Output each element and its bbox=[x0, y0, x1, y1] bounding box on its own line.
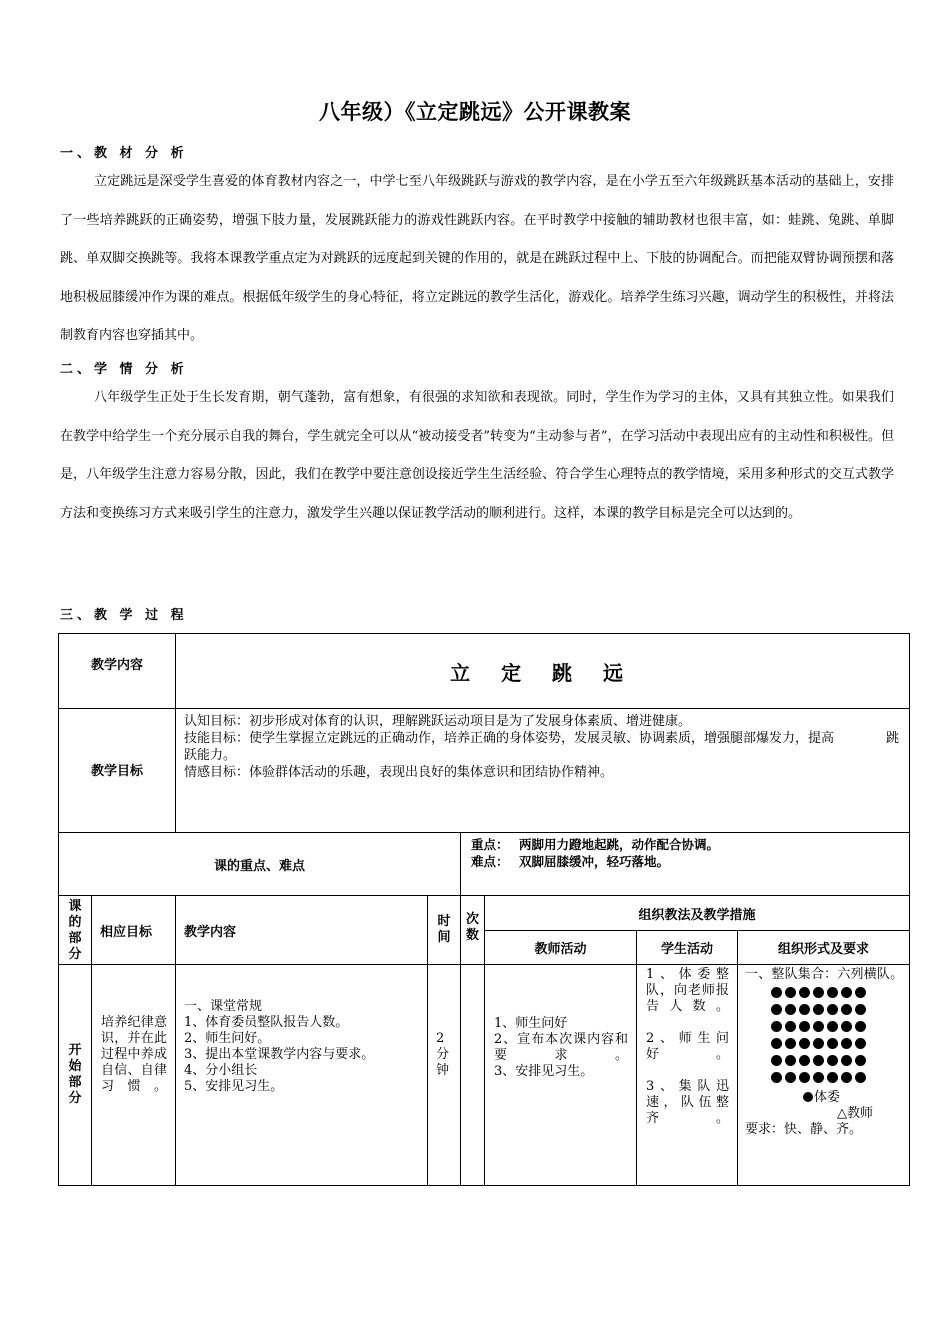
start-formation: 一、整队集合：六列横队。 体委 △教师 要求：快、静、齐。 bbox=[738, 965, 910, 1186]
section-heading-process: 三、教 学 过 程 bbox=[60, 608, 188, 623]
student-dot-icon bbox=[841, 1055, 852, 1066]
leader-dot-icon bbox=[803, 1092, 813, 1102]
formation-row bbox=[771, 1072, 903, 1089]
start-time: 2分钟 bbox=[428, 965, 461, 1186]
formation-row bbox=[771, 1021, 903, 1038]
teacher-activity-header: 教师活动 bbox=[485, 931, 637, 965]
count-header: 次数 bbox=[461, 896, 485, 965]
student-dot-icon bbox=[813, 1072, 824, 1083]
student-dot-icon bbox=[813, 1004, 824, 1015]
student-dot-icon bbox=[827, 1004, 838, 1015]
org-header: 组织教法及教学措施 bbox=[485, 896, 910, 931]
difficulty-label: 难点： bbox=[471, 854, 509, 869]
student-dot-icon bbox=[827, 1055, 838, 1066]
student-dot-icon bbox=[785, 1072, 796, 1083]
cognitive-goal: 认知目标：初步形成对体育的认识，理解跳跃运动项目是为了发展身体素质、增进健康。 bbox=[184, 714, 692, 729]
affective-goal: 情感目标：体验群体活动的乐趣，表现出良好的集体意识和团结协作精神。 bbox=[184, 765, 614, 780]
student-dot-icon bbox=[771, 1021, 782, 1032]
section-heading-material: 一、教 材 分 析 bbox=[60, 146, 188, 161]
goals-label: 教学目标 bbox=[59, 709, 176, 833]
time-header: 时间 bbox=[428, 896, 461, 965]
keypoints-cell bbox=[461, 833, 910, 896]
lesson-plan-table bbox=[58, 633, 910, 1186]
formation-requirement: 要求：快、静、齐。 bbox=[745, 1122, 863, 1137]
student-dot-icon bbox=[841, 1072, 852, 1083]
formation-row bbox=[771, 1038, 903, 1055]
student-dot-icon bbox=[855, 1072, 866, 1083]
student-dot-icon bbox=[827, 1072, 838, 1083]
student-dot-icon bbox=[855, 987, 866, 998]
page-title: 八年级）《立定跳远》公开课教案 bbox=[319, 100, 631, 124]
lesson-topic: 立 定 跳 远 bbox=[176, 634, 910, 709]
student-dot-icon bbox=[841, 1004, 852, 1015]
material-analysis-text: 立定跳远是深受学生喜爱的体育教材内容之一，中学七至八年级跳跃与游戏的教学内容，是在小学五至六年级跳跃基本活动的基础上，安排了一些培养跳跃的正确姿势，增强下肢力量，发展跳跃能力的游戏性跳跃内容。在平时教学中接触的辅助教材也很丰富，如：蛙跳、兔跳、单脚跳、单双脚交换跳等。我将本课教学重点定为对跳跃的远度起到关键的作用的，就是在跳跃过程中上、下肢的协调配合。而把能双臂协调预摆和落地积极屈膝缓冲作为课的难点。根据低年级学生的身心特征，将立定跳远的教学生活化，游戏化。培养学生练习兴趣，调动学生的积极性，并将法制教育内容也穿插其中。 bbox=[60, 174, 894, 343]
start-goal: 培养纪律意识，并在此过程中养成自信、自律习惯。 bbox=[92, 965, 176, 1186]
student-dot-icon bbox=[841, 1038, 852, 1049]
start-teacher-activity: 1、师生问好 2、宣布本次课内容和要求。 3、安排见习生。 bbox=[485, 965, 637, 1186]
student-dot-icon bbox=[813, 987, 824, 998]
student-dot-icon bbox=[785, 1004, 796, 1015]
student-activity-header: 学生活动 bbox=[637, 931, 738, 965]
goals-cell bbox=[176, 709, 910, 833]
student-dot-icon bbox=[771, 1072, 782, 1083]
student-dot-icon bbox=[785, 987, 796, 998]
key-point: 两脚用力蹬地起跳，动作配合协调。 bbox=[519, 837, 720, 852]
formation-row bbox=[771, 987, 903, 1004]
content-label: 教学内容 bbox=[59, 634, 176, 709]
form-header: 组织形式及要求 bbox=[738, 931, 910, 965]
student-analysis-text: 八年级学生正处于生长发育期，朝气蓬勃，富有想象，有很强的求知欲和表现欲。同时，学生作为学习的主体，又具有其独立性。如果我们在教学中给学生一个充分展示自我的舞台，学生就完全可以从“被动接受者”转变为“主动参与者”，在学习活动中表现出应有的主动性和积极性。但是，八年级学生注意力容易分散，因此，我们在教学中要注意创设接近学生生活经验、符合学生心理特点的教学情境，采用多种形式的交互式教学方法和变换练习方式来吸引学生的注意力，激发学生兴趣以保证教学活动的顺利进行。这样，本课的教学目标是完全可以达到的。 bbox=[60, 390, 894, 521]
content-header: 教学内容 bbox=[176, 896, 428, 965]
student-dot-icon bbox=[799, 1021, 810, 1032]
student-dot-icon bbox=[841, 987, 852, 998]
part-header: 课的部分 bbox=[59, 896, 92, 965]
goal-header: 相应目标 bbox=[92, 896, 176, 965]
start-part-label: 开始部分 bbox=[59, 965, 92, 1186]
teacher-marker: △教师 bbox=[837, 1106, 874, 1121]
student-dot-icon bbox=[813, 1055, 824, 1066]
key-label: 重点： bbox=[471, 837, 509, 852]
student-dot-icon bbox=[771, 1038, 782, 1049]
student-dot-icon bbox=[799, 1038, 810, 1049]
student-dot-icon bbox=[799, 987, 810, 998]
student-dot-icon bbox=[799, 1072, 810, 1083]
student-dot-icon bbox=[771, 987, 782, 998]
student-dot-icon bbox=[827, 987, 838, 998]
student-dot-icon bbox=[771, 1055, 782, 1066]
skill-goal: 技能目标：使学生掌握立定跳远的正确动作，培养正确的身体姿势，发展灵敏、协调素质，增强腿部爆发力，提高 跳跃能力。 bbox=[184, 731, 900, 763]
student-dot-icon bbox=[841, 1021, 852, 1032]
student-dot-icon bbox=[855, 1004, 866, 1015]
student-dot-icon bbox=[813, 1021, 824, 1032]
formation-grid bbox=[771, 987, 903, 1089]
formation-row bbox=[771, 1004, 903, 1021]
start-count bbox=[461, 965, 485, 1186]
student-dot-icon bbox=[855, 1055, 866, 1066]
section-heading-students: 二、学 情 分 析 bbox=[60, 362, 188, 377]
student-dot-icon bbox=[771, 1004, 782, 1015]
student-dot-icon bbox=[813, 1038, 824, 1049]
student-dot-icon bbox=[855, 1038, 866, 1049]
student-dot-icon bbox=[785, 1038, 796, 1049]
student-dot-icon bbox=[799, 1055, 810, 1066]
student-dot-icon bbox=[855, 1021, 866, 1032]
formation-row bbox=[771, 1055, 903, 1072]
keypoints-label: 课的重点、难点 bbox=[59, 833, 461, 896]
start-student-activity: 1、体委整队，向老师报告人数。 2、师生问好。 3、集队迅速，队伍整齐。 bbox=[637, 965, 738, 1186]
difficulty-point: 双脚屈膝缓冲，轻巧落地。 bbox=[519, 854, 670, 869]
student-dot-icon bbox=[827, 1021, 838, 1032]
leader-marker: 体委 bbox=[745, 1090, 903, 1106]
student-dot-icon bbox=[799, 1004, 810, 1015]
student-dot-icon bbox=[827, 1038, 838, 1049]
start-content: 一、课堂常规 1、体育委员整队报告人数。 2、师生问好。 3、提出本堂课教学内容与要求。 4、分小组长 5、安排见习生。 bbox=[176, 965, 428, 1186]
student-dot-icon bbox=[785, 1055, 796, 1066]
student-dot-icon bbox=[785, 1021, 796, 1032]
